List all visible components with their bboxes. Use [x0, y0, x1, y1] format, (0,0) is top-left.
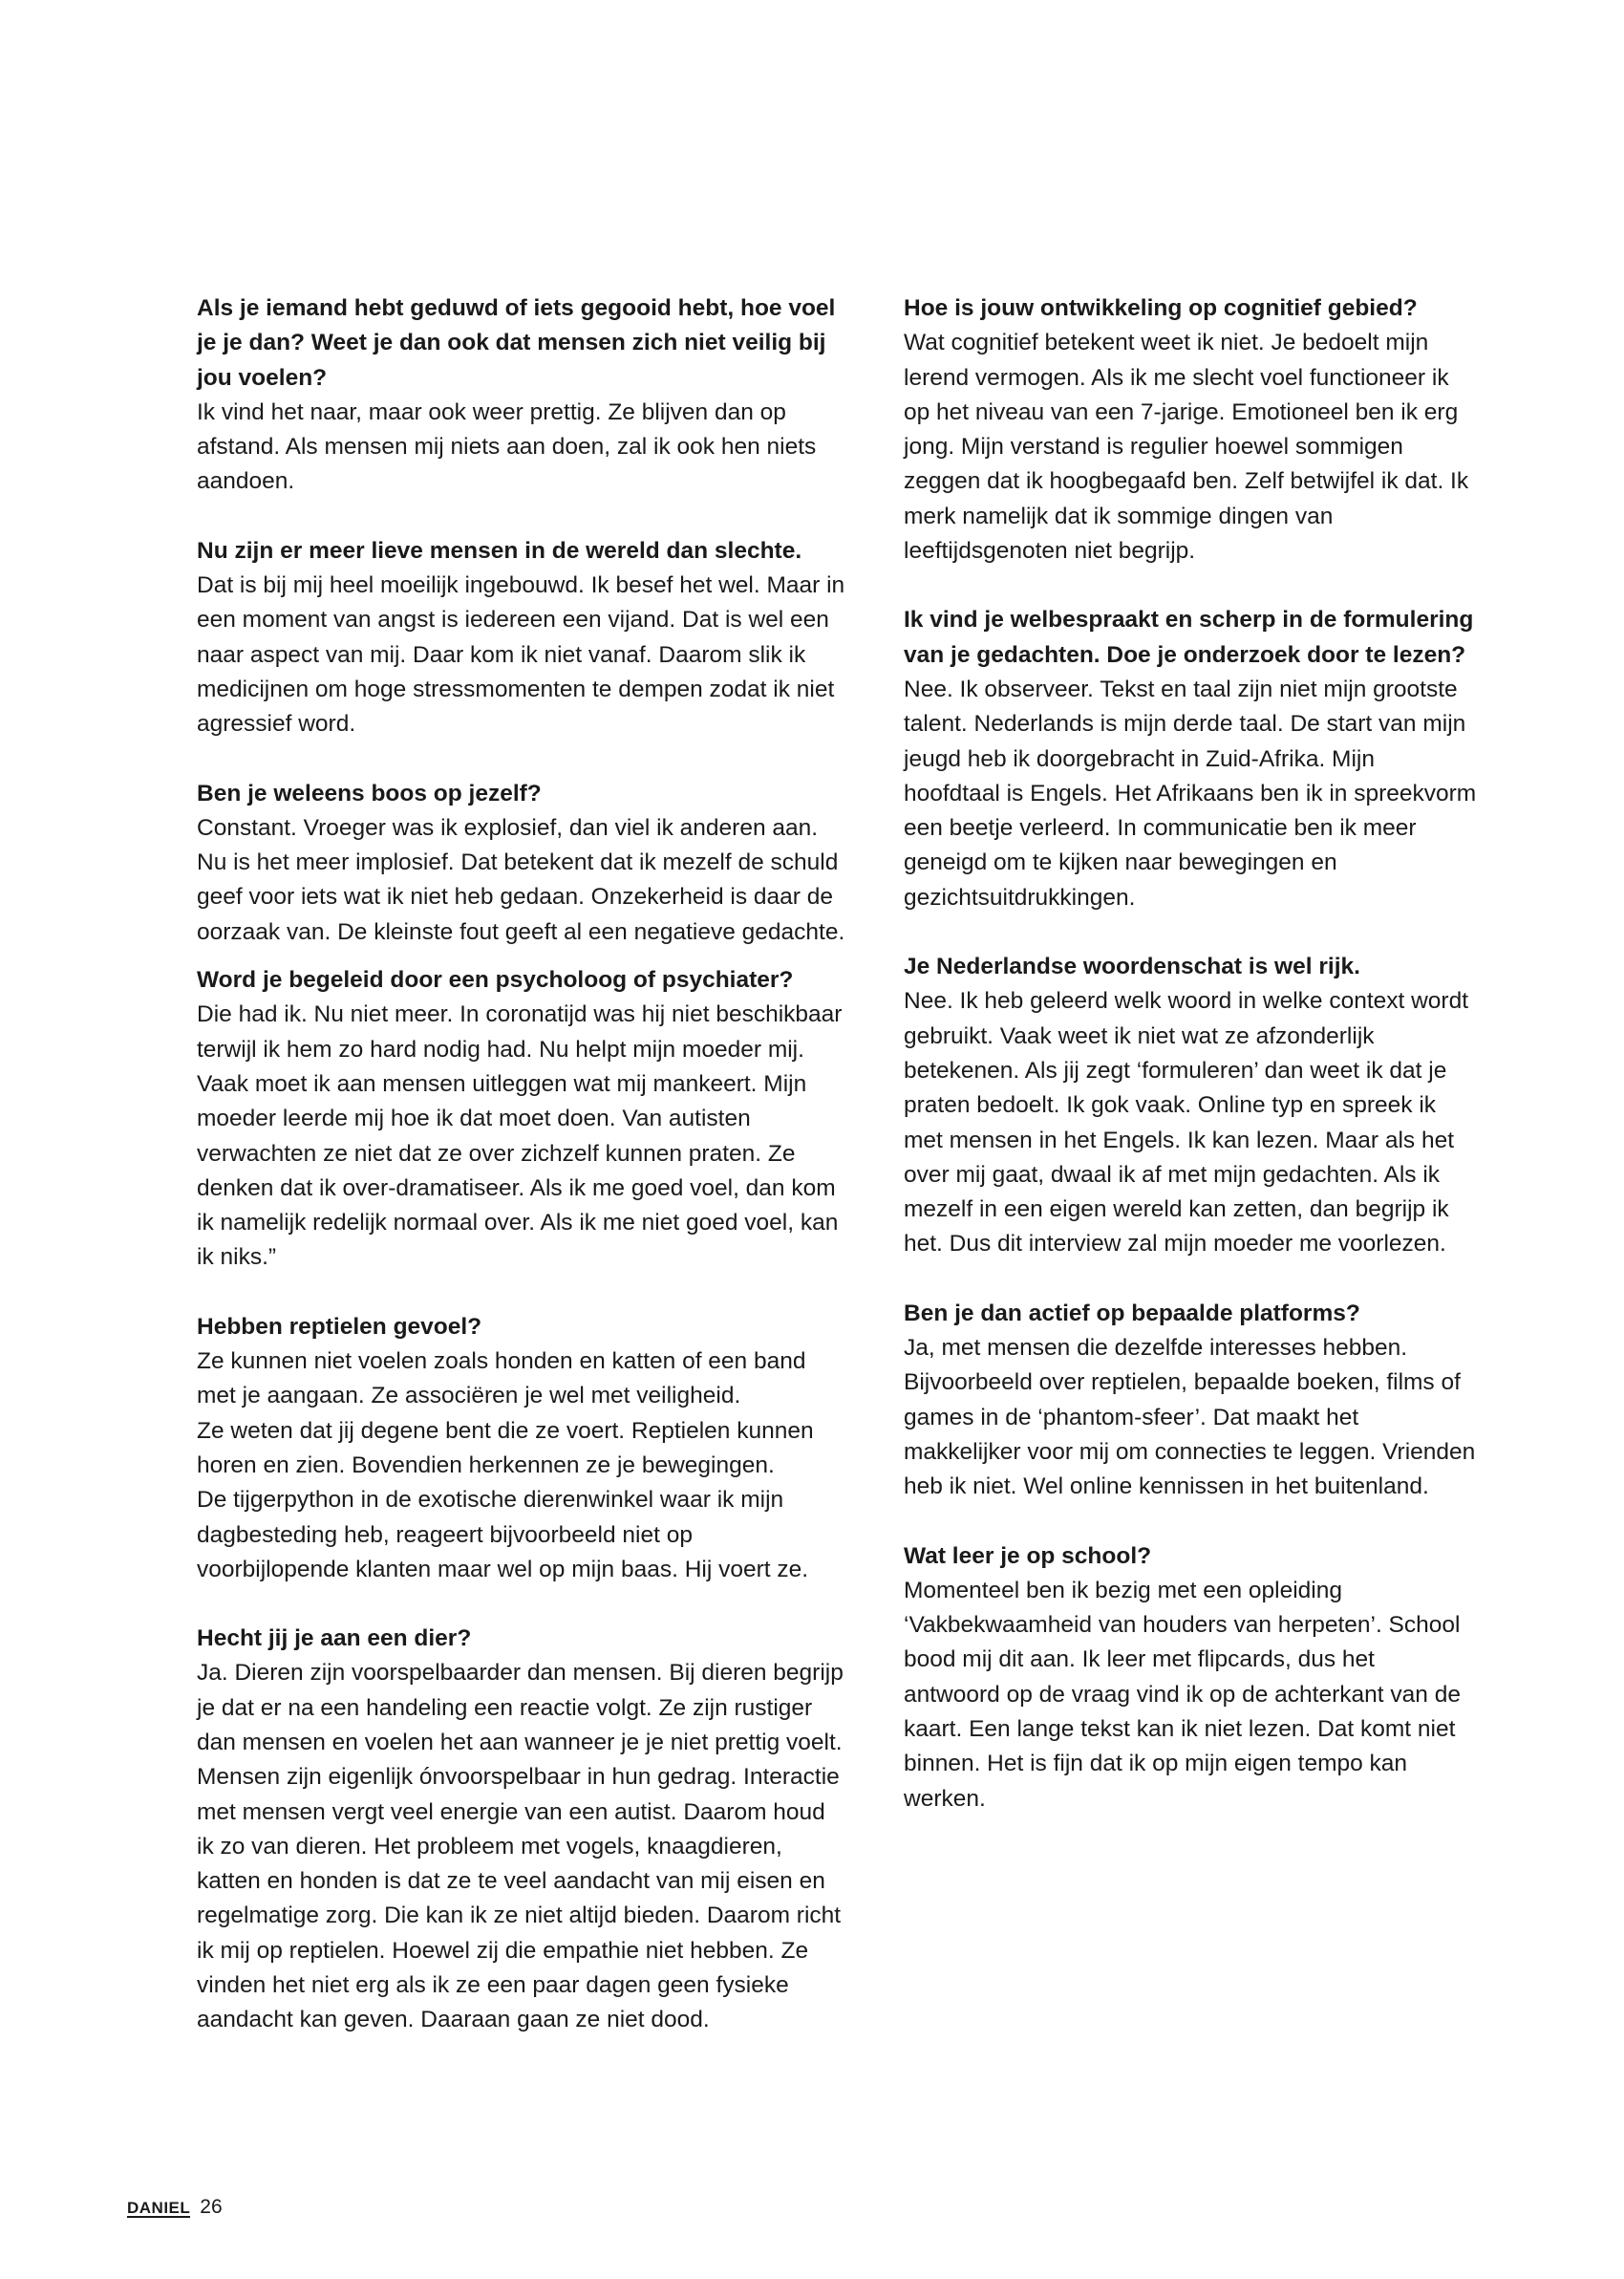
answer — [197, 998, 846, 1275]
qa-block — [904, 291, 1477, 569]
answer-paragraph: Wat cognitief betekent weet ik niet. Je bedoelt mijn lerend vermogen. Als ik me slecht voel functioneer ik op het niveau van een 7-jarige. Emotioneel ben ik erg jong. Mijn verstand is regulier hoewel sommigen zeggen dat ik hoogbegaafd ben. Zelf betwijfel ik dat. Ik merk namelijk dat ik sommige dingen van leeftijdsgenoten niet begrijp. — [904, 330, 1469, 565]
answer-paragraph: Ja, met mensen die dezelfde interesses hebben. Bijvoorbeeld over reptielen, bepaalde boeken, films of games in de ‘phantom-sfeer’. Dat maakt het makkelijker voor mij om connecties te leggen. Vrienden heb ik niet. Wel online kennissen in het buitenland. — [904, 1335, 1476, 1500]
answer — [904, 673, 1477, 915]
answer-paragraph: Ik vind het naar, maar ook weer prettig. Ze blijven dan op afstand. Als mensen mij niets aan doen, zal ik ook hen niets aandoen. — [197, 398, 817, 495]
answer — [197, 569, 846, 742]
question: Ben je dan actief op bepaalde platforms? — [904, 1300, 1360, 1326]
qa-block — [197, 1622, 846, 2038]
qa-block — [197, 1310, 846, 1587]
qa-block — [197, 963, 846, 1276]
answer — [904, 1574, 1477, 1817]
magazine-logo: DANIEL — [127, 2199, 191, 2217]
answer — [197, 811, 846, 950]
answer — [904, 1331, 1477, 1504]
answer — [904, 984, 1477, 1261]
question: Je Nederlandse woordenschat is wel rijk. — [904, 954, 1360, 980]
answer-paragraph: Nee. Ik observeer. Tekst en taal zijn niet mijn grootste talent. Nederlands is mijn derde taal. De start van mijn jeugd heb ik doorgebracht in Zuid-Afrika. Mijn hoofdtaal is Engels. Het Afrikaans ben ik in spreekvorm een beetje verleerd. In communicatie ben ik meer geneigd om te kijken naar bewegingen en gezichtsuitdrukkingen. — [904, 676, 1477, 911]
page-footer — [127, 2194, 223, 2221]
question: Hoe is jouw ontwikkeling op cognitief gebied? — [904, 295, 1418, 321]
question: Word je begeleid door een psycholoog of psychiater? — [197, 967, 794, 994]
qa-block — [904, 1539, 1477, 1817]
answer-paragraph: De tijgerpython in de exotische dierenwinkel waar ik mijn dagbesteding heb, reageert bijvoorbeeld niet op voorbijlopende klanten maar wel op mijn baas. Hij voert ze. — [197, 1487, 809, 1582]
question: Hebben reptielen gevoel? — [197, 1313, 482, 1340]
question: Ik vind je welbespraakt en scherp in de formulering van je gedachten. Doe je onderzoek door te lezen? — [904, 607, 1474, 668]
qa-block — [904, 603, 1477, 915]
qa-block — [197, 534, 846, 742]
right-column — [904, 291, 1477, 1851]
answer — [197, 1656, 846, 2037]
answer — [197, 396, 846, 500]
question: Wat leer je op school? — [904, 1542, 1152, 1569]
qa-block — [197, 291, 846, 500]
qa-block — [904, 950, 1477, 1262]
page-number: 26 — [200, 2196, 223, 2218]
answer-paragraph: Constant. Vroeger was ik explosief, dan viel ik anderen aan. Nu is het meer implosief. Dat betekent dat ik mezelf de schuld geef voor iets wat ik niet heb gedaan. Onzekerheid is daar de oorzaak van. De kleinste fout geeft al een negatieve gedachte. — [197, 814, 845, 945]
answer-paragraph: Ze kunnen niet voelen zoals honden en katten of een band met je aangaan. Ze associëren je wel met veiligheid. — [197, 1348, 806, 1409]
answer-paragraph: Ze weten dat jij degene bent die ze voert. Reptielen kunnen horen en zien. Bovendien herkennen ze je bewegingen. — [197, 1417, 814, 1478]
answer-paragraph: Dat is bij mij heel moeilijk ingebouwd. Ik besef het wel. Maar in een moment van angst is iedereen een vijand. Dat is wel een naar aspect van mij. Daar kom ik niet vanaf. Daarom slik ik medicijnen om hoge stressmomenten te dempen zodat ik niet agressief word. — [197, 572, 845, 738]
answer — [904, 326, 1477, 569]
qa-block — [904, 1297, 1477, 1505]
question: Hecht jij je aan een dier? — [197, 1625, 472, 1652]
question: Ben je weleens boos op jezelf? — [197, 780, 542, 806]
qa-block — [197, 777, 846, 950]
answer-paragraph: Die had ik. Nu niet meer. In coronatijd was hij niet beschikbaar terwijl ik hem zo hard nodig had. Nu helpt mijn moeder mij. Vaak moet ik aan mensen uitleggen wat mij mankeert. Mijn moeder leerde mij hoe ik dat moet doen. Van autisten verwachten ze niet dat ze over zichzelf kunnen praten. Ze denken dat ik over-dramatiseer. Als ik me goed voel, dan kom ik namelijk redelijk normaal over. Als ik me niet goed voel, kan ik niks.” — [197, 1001, 843, 1271]
answer — [197, 1344, 846, 1587]
answer-paragraph: Ja. Dieren zijn voorspelbaarder dan mensen. Bij dieren begrijp je dat er na een handeling een reactie volgt. Ze zijn rustiger dan mensen en voelen het aan wanneer je je niet prettig voelt. Mensen zijn eigenlijk ónvoorspelbaar in hun gedrag. Interactie met mensen vergt veel energie van een autist. Daarom houd ik zo van dieren. Het probleem met vogels, knaagdieren, katten en honden is dat ze te veel aandacht van mij eisen en regelmatige zorg. Die kan ik ze niet altijd bieden. Daarom richt ik mij op reptielen. Hoewel zij die empathie niet hebben. Ze vinden het niet erg als ik ze een paar dagen geen fysieke aandacht kan geven. Daaraan gaan ze niet dood. — [197, 1660, 844, 2033]
left-column — [197, 291, 846, 2073]
question: Als je iemand hebt geduwd of iets gegooid hebt, hoe voel je je dan? Weet je dan ook dat mensen zich niet veilig bij jou voelen? — [197, 295, 836, 391]
question: Nu zijn er meer lieve mensen in de wereld dan slechte. — [197, 537, 802, 564]
answer-paragraph: Nee. Ik heb geleerd welk woord in welke context wordt gebruikt. Vaak weet ik niet wat ze afzonderlijk betekenen. Als jij zegt ‘formuleren’ dan weet ik dat je praten bedoelt. Ik gok vaak. Online typ en spreek ik met mensen in het Engels. Ik kan lezen. Maar als het over mij gaat, dwaal ik af met mijn gedachten. Als ik mezelf in een eigen wereld kan zetten, dan begrijp ik het. Dus dit interview zal mijn moeder me voorlezen. — [904, 988, 1469, 1258]
answer-paragraph: Momenteel ben ik bezig met een opleiding ‘Vakbekwaamheid van houders van herpeten’. School bood mij dit aan. Ik leer met flipcards, dus het antwoord op de vraag vind ik op de achterkant van de kaart. Een lange tekst kan ik niet lezen. Dat komt niet binnen. Het is fijn dat ik op mijn eigen tempo kan werken. — [904, 1577, 1461, 1812]
